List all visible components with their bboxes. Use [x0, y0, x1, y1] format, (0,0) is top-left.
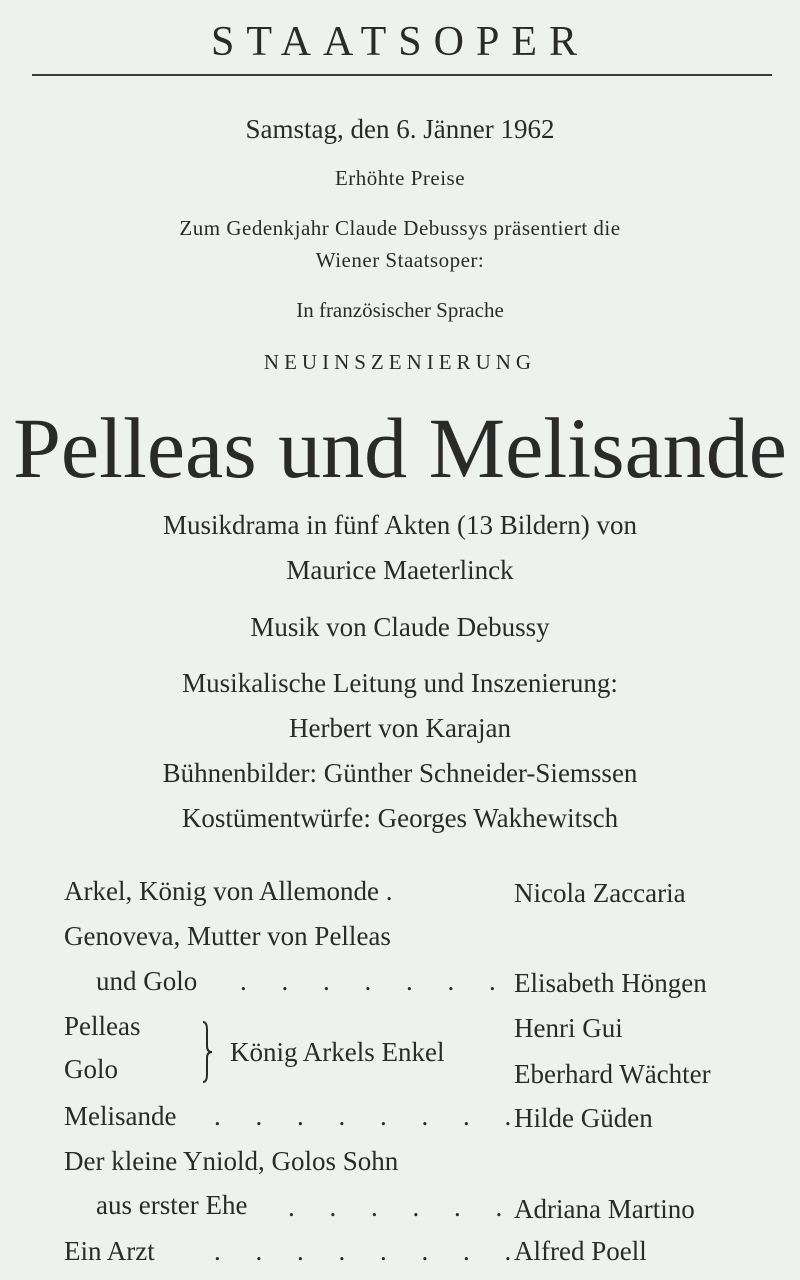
cast-role-melisande: Melisande [64, 1101, 177, 1131]
cast-role-arzt: Ein Arzt [64, 1236, 155, 1266]
conductor-name: Herbert von Karajan [289, 713, 511, 743]
cast-actor-melisande: Hilde Güden [514, 1103, 653, 1133]
costume-credit: Kostümentwürfe: Georges Wakhewitsch [181, 803, 619, 833]
occasion-line-1: Zum Gedenkjahr Claude Debussys präsentiert die [179, 216, 621, 240]
cast-role-golo: Golo [64, 1054, 118, 1084]
cast-role-yniold-line-1: Der kleine Yniold, Golos Sohn [64, 1146, 399, 1176]
cast-role-arkel: Arkel, König von Allemonde . [64, 876, 393, 906]
cast-actor-golo: Eberhard Wächter [514, 1059, 711, 1089]
description-line-1: Musikdrama in fünf Akten (13 Bildern) von [163, 510, 637, 540]
leader-dots: . . . . . . [288, 1192, 517, 1222]
leader-dots: . . . . . . . [240, 966, 510, 996]
composer-credit: Musik von Claude Debussy [250, 612, 550, 642]
leader-dots: . . . . . . . . [214, 1101, 526, 1131]
cast-actor-arzt: Alfred Poell [514, 1236, 647, 1266]
conductor-label: Musikalische Leitung und Inszenierung: [182, 668, 618, 698]
cast-role-pelleas: Pelleas [64, 1011, 141, 1041]
grouping-brace [200, 1020, 214, 1084]
production-type: NEUINSZENIERUNG [263, 350, 537, 374]
language-note: In französischer Sprache [296, 298, 504, 322]
cast-role-genoveva-line-1: Genoveva, Mutter von Pelleas [64, 921, 391, 951]
grandsons-description: König Arkels Enkel [230, 1037, 445, 1067]
leader-dots: . . . . . . . . [214, 1236, 526, 1266]
description-line-2: Maurice Maeterlinck [286, 555, 514, 585]
cast-actor-yniold: Adriana Martino [514, 1194, 695, 1224]
cast-role-genoveva-line-2: und Golo [96, 966, 198, 996]
price-note: Erhöhte Preise [334, 166, 466, 190]
performance-date: Samstag, den 6. Jänner 1962 [245, 114, 555, 144]
page-title: STAATSOPER [210, 19, 590, 65]
cast-actor-genoveva: Elisabeth Höngen [514, 968, 707, 998]
cast-actor-arkel: Nicola Zaccaria [514, 878, 686, 908]
cast-role-yniold-line-2: aus erster Ehe [96, 1190, 248, 1220]
stage-design-credit: Bühnenbilder: Günther Schneider-Siemssen [162, 758, 638, 788]
cast-actor-pelleas: Henri Gui [514, 1013, 623, 1043]
opera-title: Pelleas und Melisande [13, 400, 787, 496]
header-divider [32, 74, 772, 76]
occasion-line-2: Wiener Staatsoper: [315, 248, 485, 272]
